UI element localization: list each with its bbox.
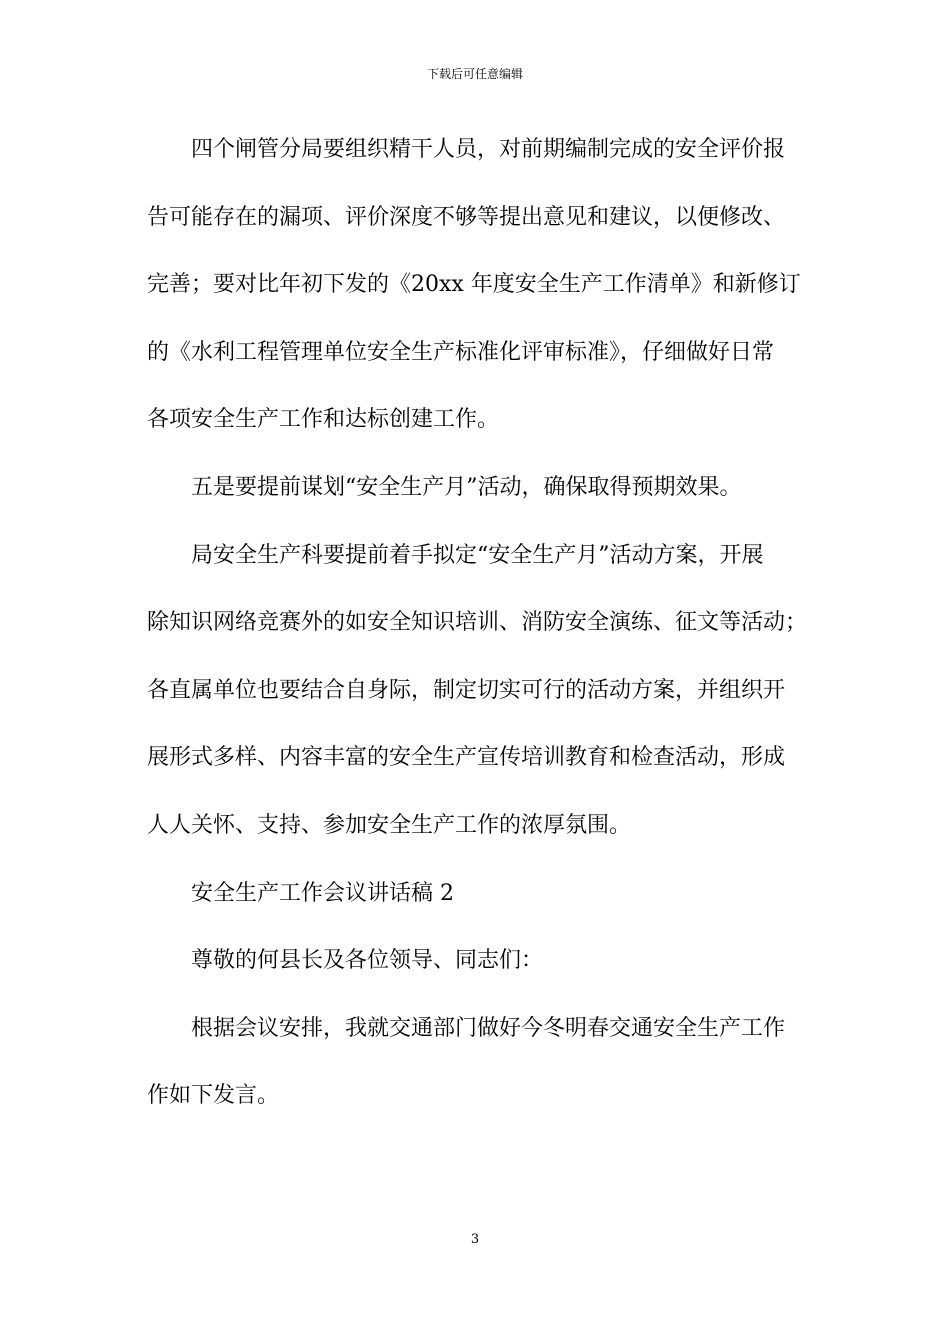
- text-line: 四个闸管分局要组织精干人员，对前期编制完成的安全评价报: [191, 137, 786, 162]
- document-body: [147, 130, 827, 1144]
- text-line: 各项安全生产工作和达标创建工作。: [147, 407, 500, 433]
- text-line: 展形式多样、内容丰富的安全生产宣传培训教育和检查活动，形成: [147, 745, 786, 771]
- salutation: 尊敬的何县长及各位领导、同志们：: [191, 948, 544, 974]
- text-line: 除知识网络竞赛外的如安全知识培训、消防安全演练、征文等活动；: [147, 610, 808, 636]
- text-line: 完善；要对比年初下发的《20xx 年度安全生产工作清单》和新修订: [147, 272, 801, 298]
- section-title: 安全生产工作会议讲话稿 2: [191, 880, 454, 906]
- text-line: 作如下发言。: [147, 1083, 280, 1109]
- text-line: 的《水利工程管理单位安全生产标准化评审标准》，仔细做好日常: [147, 339, 775, 365]
- text-line: 告可能存在的漏项、评价深度不够等提出意见和建议，以便修改、: [147, 204, 786, 230]
- text-line: 五是要提前谋划“安全生产月”活动，确保取得预期效果。: [191, 474, 742, 500]
- header-note: 下载后可任意编辑: [426, 67, 523, 81]
- text-line: 局安全生产科要提前着手拟定“安全生产月”活动方案，开展: [191, 542, 764, 568]
- text-line: 根据会议安排，我就交通部门做好今冬明春交通安全生产工作: [191, 1015, 786, 1041]
- page-number: 3: [470, 1232, 480, 1247]
- text-line: 各直属单位也要结合自身际，制定切实可行的活动方案，并组织开: [147, 677, 786, 703]
- text-line: 人人关怀、支持、参加安全生产工作的浓厚氛围。: [147, 812, 632, 838]
